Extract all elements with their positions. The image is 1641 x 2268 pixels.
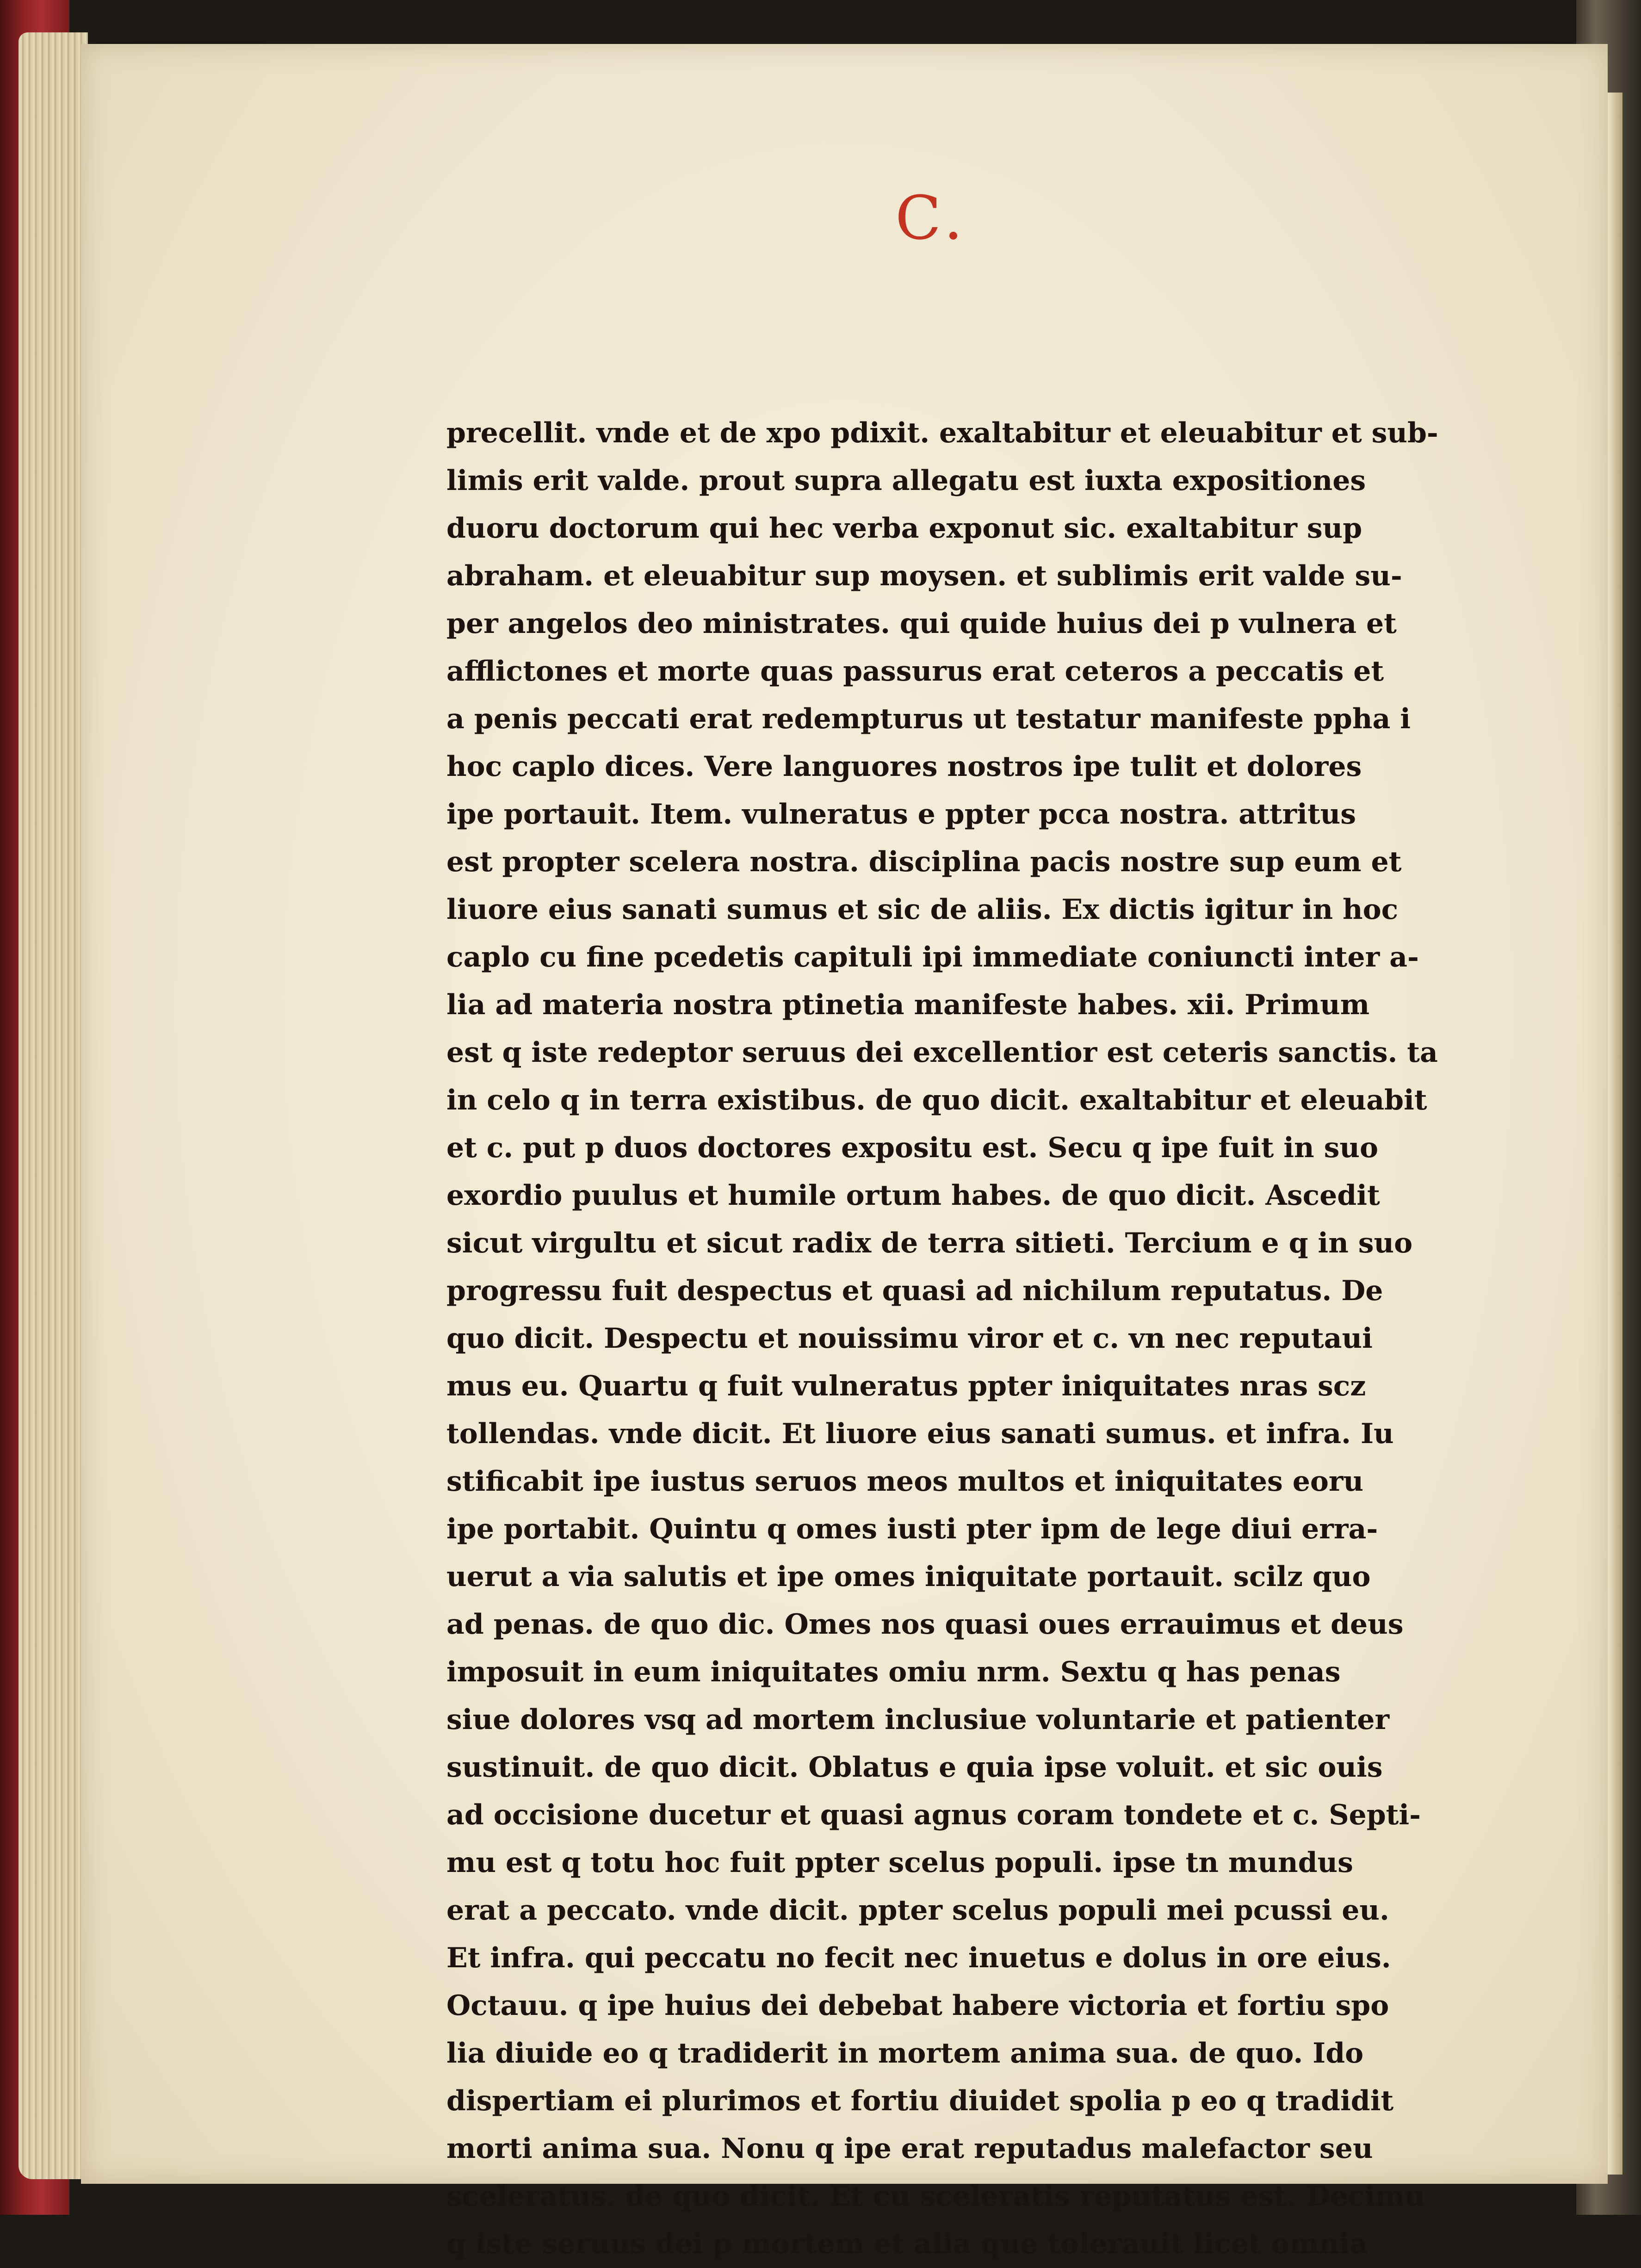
text-line: siue dolores vsq ad mortem inclusiue voluntarie et patienter	[446, 1704, 1390, 1736]
folio-mark: C.	[895, 183, 968, 253]
text-line: caplo cu fine pcedetis capituli ipi immediate coniuncti inter a-	[446, 941, 1419, 973]
book-page	[81, 44, 1608, 2260]
text-line: hoc caplo dices. Vere languores nostros ipe tulit et dolores	[446, 750, 1362, 783]
text-line: dispertiam ei plurimos et fortiu diuidet spolia p eo q tradidit	[446, 2085, 1394, 2117]
text-line: a penis peccati erat redempturus ut testatur manifeste ppha i	[446, 703, 1411, 735]
text-line: morti anima sua. Nonu q ipe erat reputadus malefactor seu	[446, 2132, 1373, 2165]
text-line: sicut virgultu et sicut radix de terra sitieti. Tercium e q in suo	[446, 1227, 1413, 1259]
text-line: Octauu. q ipe huius dei debebat habere victoria et fortiu spo	[446, 1989, 1389, 2022]
text-line: est q iste redeptor seruus dei excellentior est ceteris sanctis. ta	[446, 1036, 1438, 1069]
text-line: erat a peccato. vnde dicit. ppter scelus populi mei pcussi eu.	[446, 1894, 1389, 1927]
text-line: Et infra. qui peccatu no fecit nec inuetus e dolus in ore eius.	[446, 1942, 1391, 1974]
text-line: sustinuit. de quo dicit. Oblatus e quia ipse voluit. et sic ouis	[446, 1751, 1383, 1784]
text-line: tollendas. vnde dicit. Et liuore eius sanati sumus. et infra. Iu	[446, 1418, 1394, 1450]
text-line: lia ad materia nostra ptinetia manifeste habes. xii. Primum	[446, 989, 1370, 1021]
text-line: sceleratus. de quo dicit. Et cu sceleratis reputatus est. Decimu	[446, 2180, 1425, 2212]
text-line: precellit. vnde et de xpo pdixit. exaltabitur et eleuabitur et sub-	[446, 417, 1438, 449]
text-line: mu est q totu hoc fuit ppter scelus populi. ipse tn mundus	[446, 1847, 1353, 1879]
text-line: ipe portabit. Quintu q omes iusti pter ipm de lege diui erra-	[446, 1513, 1378, 1545]
text-block	[446, 409, 1438, 2268]
text-line: ipe portauit. Item. vulneratus e ppter pcca nostra. attritus	[446, 798, 1356, 830]
text-line: abraham. et eleuabitur sup moysen. et sublimis erit valde su-	[446, 560, 1402, 592]
text-line: per angelos deo ministrates. qui quide huius dei p vulnera et	[446, 607, 1397, 640]
text-line: stificabit ipe iustus seruos meos multos et iniquitates eoru	[446, 1465, 1364, 1498]
text-line: et c. put p duos doctores expositu est. Secu q ipe fuit in suo	[446, 1132, 1378, 1164]
text-line: est propter scelera nostra. disciplina pacis nostre sup eum et	[446, 846, 1402, 878]
text-line: uerut a via salutis et ipe omes iniquitate portauit. scilz quo	[446, 1561, 1371, 1593]
text-line: limis erit valde. prout supra allegatu est iuxta expositiones	[446, 465, 1366, 497]
text-line: progressu fuit despectus et quasi ad nichilum reputatus. De	[446, 1275, 1383, 1307]
text-line: in celo q in terra existibus. de quo dicit. exaltabitur et eleuabit	[446, 1084, 1427, 1116]
text-line: imposuit in eum iniquitates omiu nrm. Sextu q has penas	[446, 1656, 1341, 1688]
text-line: afflictones et morte quas passurus erat ceteros a peccatis et	[446, 655, 1384, 688]
text-line: ad occisione ducetur et quasi agnus coram tondete et c. Septi-	[446, 1799, 1421, 1831]
text-line: mus eu. Quartu q fuit vulneratus ppter iniquitates nras scz	[446, 1370, 1366, 1402]
text-line: liuore eius sanati sumus et sic de aliis. Ex dictis igitur in hoc	[446, 893, 1399, 926]
text-line: lia diuide eo q tradiderit in mortem anima sua. de quo. Ido	[446, 2037, 1364, 2070]
text-line: ad penas. de quo dic. Omes nos quasi oues errauimus et deus	[446, 1608, 1404, 1641]
text-line: exordio puulus et humile ortum habes. de quo dicit. Ascedit	[446, 1179, 1380, 1212]
page-edges	[19, 32, 88, 2179]
text-line: quo dicit. Despectu et nouissimu viror et c. vn nec reputaui	[446, 1322, 1373, 1355]
text-line: q iste seruus dei p mortem et alia que tolerauit licet omnia	[446, 2228, 1368, 2260]
text-line: duoru doctorum qui hec verba exponut sic. exaltabitur sup	[446, 512, 1362, 545]
